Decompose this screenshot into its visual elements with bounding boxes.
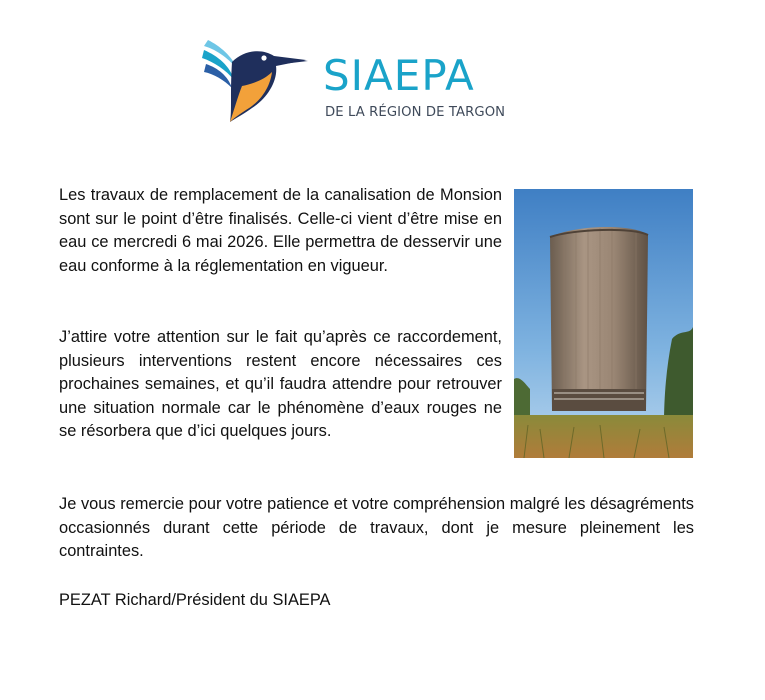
paragraph-2: J’attire votre attention sur le fait qu’après ce raccordement, plusieurs interventions restent encore nécessaires ces prochaines semaines, et qu’il faudra attendre pour retrouver une situation normale car le phénomène d’eaux rouges ne se résorbera que d’ici quelques jours. (59, 328, 502, 441)
kingfisher-logo-icon (202, 36, 312, 126)
water-tower-photo (514, 189, 693, 458)
paragraph-1: Les travaux de remplacement de la canalisation de Monsion sont sur le point d’être finalisés. Celle-ci vient d’être mise en eau ce mercredi 6 mai 2026. Elle permettra de desservir une eau conforme à la réglementation en vigueur. (59, 186, 502, 275)
siaepa-logo (202, 36, 532, 126)
signature: PEZAT Richard/Président du SIAEPA (59, 591, 331, 609)
paragraph-3: Je vous remercie pour votre patience et votre compréhension malgré les désagréments occasionnés durant cette période de travaux, dont je mesure pleinement les contraintes. (59, 495, 694, 561)
logo-subtitle: DE LA RÉGION DE TARGON (325, 105, 506, 120)
logo-name: SIAEPA (323, 51, 475, 100)
